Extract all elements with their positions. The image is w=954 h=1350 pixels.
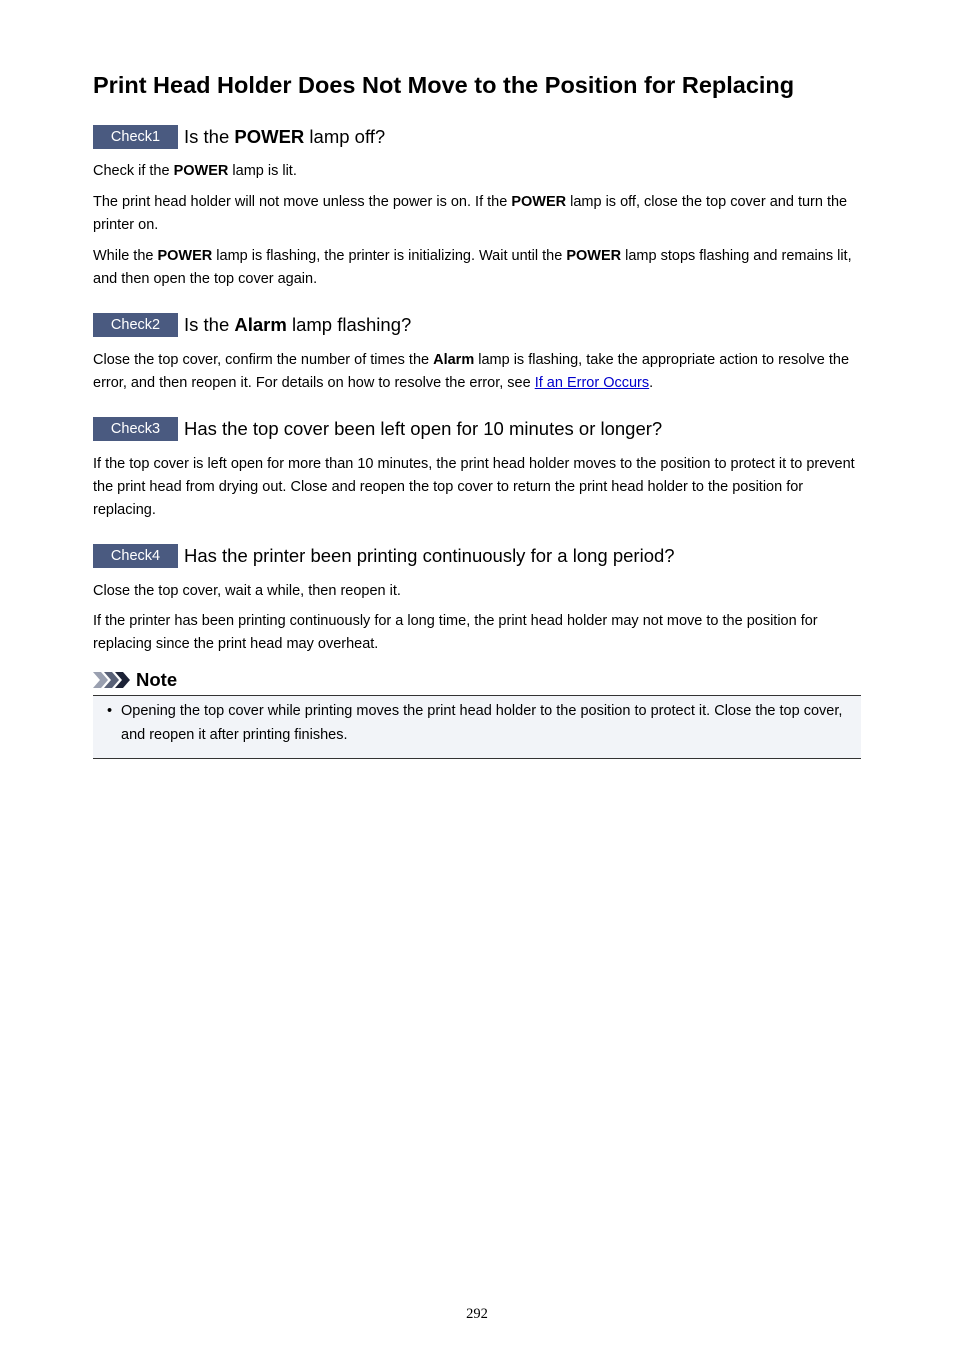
check4-paragraph-1: Close the top cover, wait a while, then reopen it. bbox=[93, 583, 401, 599]
check2-heading bbox=[93, 312, 411, 338]
check1-paragraph-2: The print head holder will not move unless the power is on. If the POWER lamp is off, close the top cover and turn the printer on. bbox=[93, 194, 848, 233]
check1-badge: Check1 bbox=[93, 125, 178, 149]
note-label: Note bbox=[136, 669, 178, 690]
if-an-error-occurs-link[interactable]: If an Error Occurs bbox=[534, 375, 650, 391]
check2-paragraph-1: Close the top cover, confirm the number of times the Alarm lamp is flashing, take the appropriate action to resolve the error, and then reopen it. For details on how to resolve the error, see If an Error Occurs. bbox=[93, 352, 850, 391]
check2-title: Is the Alarm lamp flashing? bbox=[184, 314, 412, 335]
bullet-icon: • bbox=[107, 703, 113, 719]
page-title: Print Head Holder Does Not Move to the Position for Replacing bbox=[93, 72, 795, 98]
check3-title: Has the top cover been left open for 10 minutes or longer? bbox=[184, 418, 663, 439]
check3-heading bbox=[93, 416, 662, 442]
note-item bbox=[107, 700, 847, 747]
check1-title: Is the POWER lamp off? bbox=[184, 126, 386, 147]
check2-badge: Check2 bbox=[93, 313, 178, 337]
check4-title: Has the printer been printing continuously for a long period? bbox=[184, 545, 675, 566]
note-chevrons-icon bbox=[93, 671, 131, 689]
check4-paragraph-2: If the printer has been printing continuously for a long time, the print head holder may not move to the position for replacing since the print head may overheat. bbox=[93, 613, 818, 652]
check4-heading bbox=[93, 543, 675, 569]
check1-heading bbox=[93, 124, 385, 150]
note-heading bbox=[93, 668, 177, 692]
check1-paragraph-1: Check if the POWER lamp is lit. bbox=[93, 163, 297, 179]
check3-badge: Check3 bbox=[93, 417, 178, 441]
page-number: 292 bbox=[466, 1306, 488, 1322]
check1-paragraph-3: While the POWER lamp is flashing, the printer is initializing. Wait until the POWER lamp stops flashing and remains lit, and then open the top cover again. bbox=[93, 248, 852, 287]
note-item-text: Opening the top cover while printing moves the print head holder to the position to protect it. Close the top cover, and reopen it after printing finishes. bbox=[121, 703, 843, 743]
note-box bbox=[93, 695, 861, 759]
check4-badge: Check4 bbox=[93, 544, 178, 568]
check3-paragraph-1: If the top cover is left open for more than 10 minutes, the print head holder moves to the position to protect it to prevent the print head from drying out. Close and reopen the top cover to return the print head holder to the position for replacing. bbox=[93, 456, 855, 518]
